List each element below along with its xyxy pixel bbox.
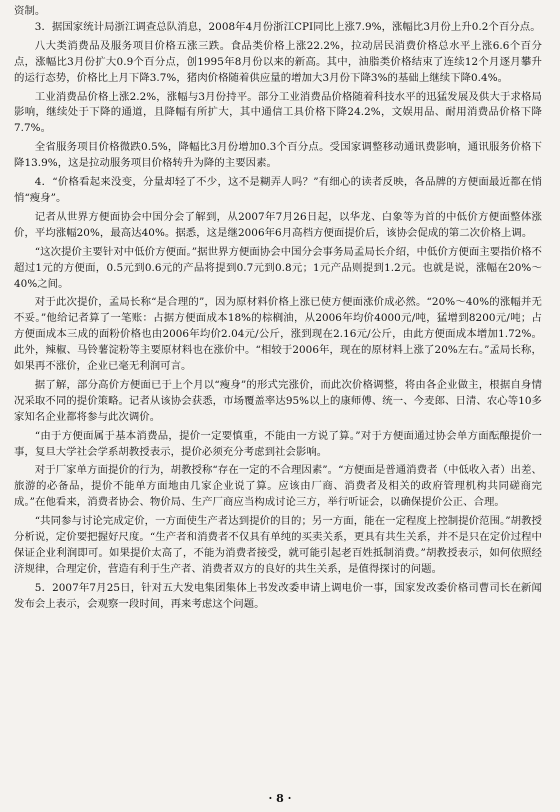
paragraph-4: 全省服务项目价格微跌0.5%，降幅比3月份增加0.3个百分点。受国家调整移动通讯费影响，通讯服务价格下降13.9%，这是拉动服务项目价格转升为降的主要因素。 [14, 141, 542, 170]
paragraph-3: 工业消费品价格上涨2.2%，涨幅与3月份持平。部分工业消费品价格随着科技水平的迅猛发展及供大于求格局影响，继续处于下降的通道，且降幅有所扩大，其中通信工具价格下降24.2%，文娱用品、耐用消费品价格下降7.7%。 [14, 90, 542, 135]
paragraph-13: 5．2007年7月25日，针对五大发电集团集体上书发改委申请上调电价一事，国家发改委价格司曹司长在新闻发布会上表示，会观察一段时间，再来考虑这个问题。 [14, 581, 542, 610]
paragraph-8: 对于此次提价，孟局长称“是合理的”，因为原材料价格上涨已使方便面涨价成必然。“20%～40%的涨幅并无不妥。”他给记者算了一笔账：占据方便面成本18%的棕榈油，从2006年均价4000元/吨，猛增到8200元/吨；占方便面成本三成的面粉价格也由2006年均价2.04元/公斤，涨到现在2.16元/公斤，由此方便面成本增加1.72%。此外，辣椒、马铃薯淀粉等主要原材料也在涨价中。“相较于2006年，现在的原材料上涨了20%左右。”孟局长称，如果再不涨价，企业已毫无利润可言。 [14, 296, 542, 373]
paragraph-11: 对于厂家单方面提价的行为，胡教授称“存在一定的不合理因素”。“方便面是普通消费者（中低收入者）出差、旅游的必备品，提价不能单方面地由几家企业说了算。应该由厂商、消费者及相关的政府管理机构共同磋商完成。”在他看来，消费者协会、物价局、生产厂商应当构成讨论三方，举行听证会，以确保提价公正、合理。 [14, 464, 542, 509]
page-number: · 8 · [268, 792, 292, 805]
paragraph-1: 3．据国家统计局浙江调查总队消息，2008年4月份浙江CPI同比上涨7.9%，涨幅比3月份上升0.2个百分点。 [34, 20, 541, 33]
paragraph-7: “这次提价主要针对中低价方便面。”据世界方便面协会中国分会事务局孟局长介绍，中低价方便面主要指价格不超过1元的方便面，0.5元到0.6元的产品将提到0.7元到0.8元；1元产品则提到1.2元。也就是说，涨幅在20%～40%之间。 [14, 245, 542, 290]
paragraph-0: 资制。 [14, 5, 46, 17]
paragraph-2: 八大类消费品及服务项目价格五涨三跌。食品类价格上涨22.2%，拉动居民消费价格总水平上涨6.6个百分点，涨幅比3月份扩大0.9个百分点，创1995年8月份以来的新高。其中，油脂类价格结束了连续12个月逐月攀升的运行态势，价格比上月下降3.7%，猪肉价格随着供应量的增加大3月份下降3%的基础上继续下降0.4%。 [14, 39, 542, 84]
paragraph-10: “由于方便面属于基本消费品，提价一定要慎重，不能由一方说了算。”对于方便面通过协会单方面酝酿提价一事，复旦大学社会学系胡教授表示，提价必须充分考虑到社会影响。 [14, 429, 542, 458]
paragraph-12: “共同参与讨论完成定价，一方面使生产者达到提价的目的；另一方面，能在一定程度上控制提价范围。”胡教授分析说，定价要把握好尺度。“生产者和消费者不仅具有单纯的买卖关系，更具有共生关系，并不是只在定价过程中保证企业利润即可。如果提价太高了，不能为消费者接受，就可能引起老百姓抵制消费。”胡教授表示，如何依照经济规律，合理定价，营造有利于生产者、消费者双方的良好的共生关系，是值得探讨的问题。 [14, 515, 542, 575]
paragraph-6: 记者从世界方便面协会中国分会了解到，从2007年7月26日起，以华龙、白象等为首的中低价方便面整体涨价，平均涨幅20%，最高达40%。据悉，这是继2006年6月高档方便面提价后，该协会促成的第二次价格上调。 [14, 210, 542, 239]
paragraph-9: 据了解，部分高价方便面已于上个月以“瘦身”的形式完涨价，而此次价格调整，将由各企业做主，根据自身情况采取不同的提价策略。记者从该协会获悉，市场覆盖率达95%以上的康师傅、统一、今麦郎、日清、农心等10多家知名企业都将参与此次调价。 [14, 378, 542, 423]
paragraph-5: 4．“价格看起来没变，分量却轻了不少，这不是糊弄人吗？”有细心的读者反映，各品牌的方便面最近都在悄悄“瘦身”。 [14, 176, 542, 204]
